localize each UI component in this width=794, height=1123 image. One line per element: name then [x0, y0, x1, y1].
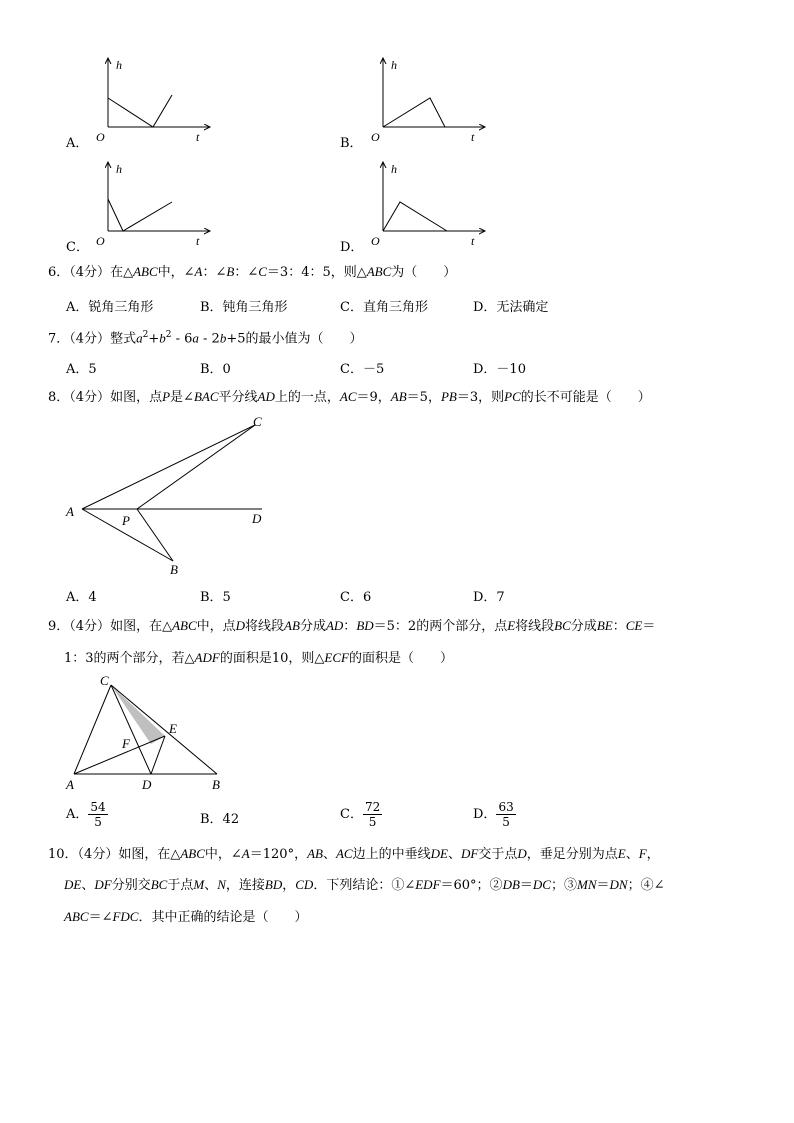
graph-d-h-label: h [391, 162, 397, 176]
graph-option-d-label: D． [340, 240, 364, 255]
question-9-stem-line1: 9．（4分）如图，在△ABC中，点D将线段AB分成AD：BD＝5：2的两个部分，点E将线段BC分成BE：CE＝ [48, 618, 656, 634]
q9-label-e: E [169, 721, 177, 736]
graph-c-t-label: t [196, 234, 200, 248]
q9-label-f: F [122, 736, 130, 751]
q6-option-c[interactable]: C．直角三角形 [340, 300, 428, 315]
graph-c [90, 159, 220, 254]
q6-option-b[interactable]: B．钝角三角形 [200, 300, 288, 315]
q6-option-a[interactable]: A．锐角三角形 [66, 300, 154, 315]
q9-figure [60, 672, 240, 797]
graph-b-h-label: h [391, 58, 397, 72]
q7-option-d[interactable]: D．－10 [473, 362, 526, 377]
question-10-stem-line1: 10．（4分）如图，在△ABC中，∠A＝120°，AB、AC边上的中垂线DE、DF交于点D，垂足分别为点E、F， [48, 846, 660, 862]
q9-option-d[interactable]: D． $\frac{63}{5}$ [473, 800, 514, 829]
q9-option-c[interactable]: C． $\frac{72}{5}$ [340, 800, 381, 829]
q9-label-b: B [212, 777, 220, 792]
q7-option-b[interactable]: B．0 [200, 362, 231, 377]
q8-option-c[interactable]: C．6 [340, 590, 372, 605]
graph-option-b-label: B． [340, 136, 363, 151]
graph-b-t-label: t [471, 130, 475, 144]
q9-option-a[interactable]: A． $\frac{54}{5}$ [66, 800, 106, 829]
question-9-stem-line2: 1：3的两个部分，若△ADF的面积是10，则△ECF的面积是（ ） [64, 650, 453, 666]
question-6-stem: 6．（4分）在△ABC中，∠A：∠B：∠C＝3：4：5，则△ABC为（ ） [48, 264, 457, 280]
q8-option-a[interactable]: A．4 [66, 590, 97, 605]
q6-number: 6． [48, 265, 70, 280]
graph-option-a-label: A． [66, 136, 89, 151]
q8-label-d: D [252, 511, 262, 526]
q8-label-p: P [122, 513, 130, 528]
graph-d [365, 159, 495, 254]
q6-option-d[interactable]: D．无法确定 [473, 300, 549, 315]
q7-option-c[interactable]: C．－5 [340, 362, 385, 377]
question-8-stem: 8．（4分）如图，点P是∠BAC平分线AD上的一点，AC＝9，AB＝5，PB＝3，则PC的长不可能是（ ） [48, 389, 651, 405]
graph-a [90, 55, 220, 150]
graph-b-origin-label: O [371, 130, 380, 144]
q8-option-b[interactable]: B．5 [200, 590, 231, 605]
q6-score: （4分） [69, 265, 111, 280]
graph-a-origin-label: O [96, 130, 105, 144]
q8-label-c: C [253, 414, 262, 429]
q9-option-b[interactable]: B．42 [200, 812, 240, 827]
graph-a-t-label: t [196, 130, 200, 144]
graph-a-h-label: h [116, 58, 122, 72]
graph-b [365, 55, 495, 150]
graph-d-origin-label: O [371, 234, 380, 248]
q8-option-d[interactable]: D．7 [473, 590, 505, 605]
graph-c-h-label: h [116, 162, 122, 176]
q8-figure [60, 412, 280, 580]
question-10-stem-line3: ABC＝∠FDC．其中正确的结论是（ ） [64, 909, 308, 925]
graph-option-c-label: C． [66, 240, 89, 255]
q7-option-a[interactable]: A．5 [66, 362, 97, 377]
q8-label-b: B [170, 562, 178, 577]
question-7-stem: 7．（4分）整式$a^2+b^2 - 6a - 2b+5$的最小值为（ ） [48, 330, 363, 347]
graph-c-origin-label: O [96, 234, 105, 248]
q9-label-a: A [66, 777, 74, 792]
q9-label-d: D [142, 777, 152, 792]
graph-d-t-label: t [471, 234, 475, 248]
question-10-stem-line2: DE、DF分别交BC于点M、N，连接BD，CD．下列结论：①∠EDF＝60°；②DB＝DC；③MN＝DN；④∠ [64, 877, 665, 893]
q9-label-c: C [100, 673, 109, 688]
q8-label-a: A [66, 504, 74, 519]
